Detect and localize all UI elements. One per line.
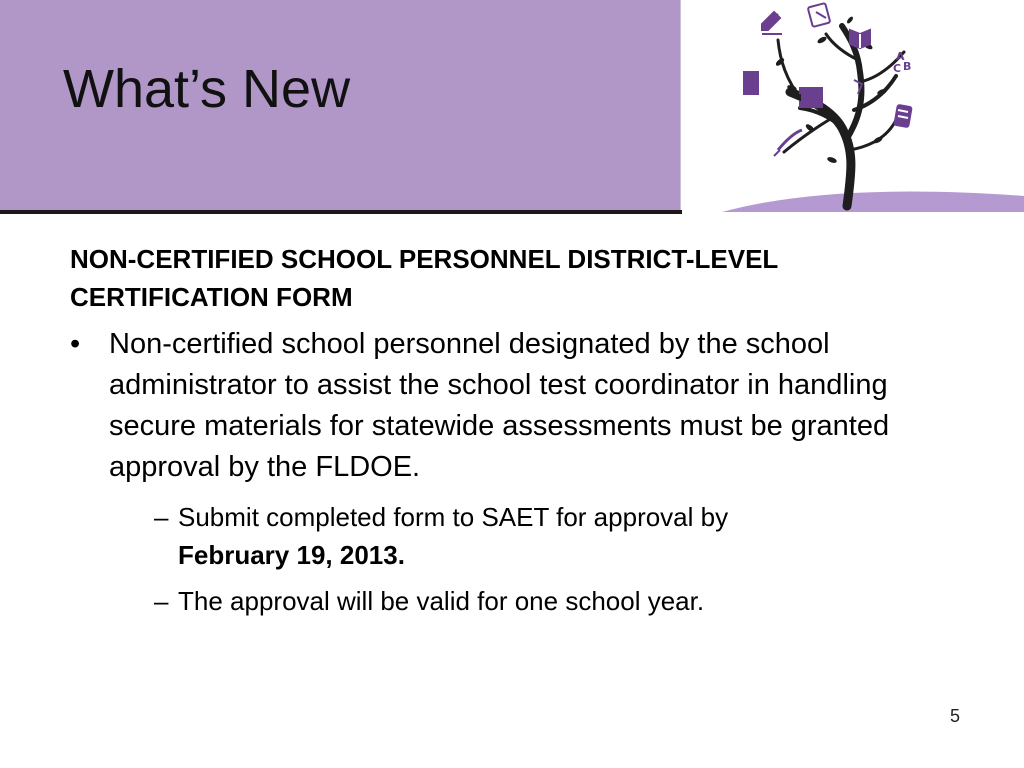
books-stack-icon (800, 88, 822, 107)
tree-icon (682, 0, 1024, 212)
dash-marker: – (154, 586, 169, 616)
notebook-icon (744, 72, 758, 94)
ground-swoosh (722, 192, 1024, 212)
sub-item-text: Submit completed form to SAET for approval by (178, 502, 729, 532)
paper-icon (808, 3, 831, 27)
abc-letter-c: C (893, 62, 902, 75)
header-divider (0, 210, 682, 214)
tree-trunk (778, 26, 904, 206)
bullet-text: Non-certified school personnel designated by the school administrator to assist the school test coordinator in handling secure materials for statewide assessments must be granted approval by the FLDOE. (109, 328, 890, 483)
sub-item (154, 498, 940, 574)
notebook-icon (894, 105, 911, 127)
abc-icon (893, 50, 911, 75)
slide-body (70, 240, 940, 628)
sub-list (70, 498, 940, 620)
slide-number: 5 (950, 706, 961, 726)
bullet-marker: • (70, 328, 81, 360)
book-icon (850, 30, 870, 48)
deadline-date: February 19, 2013. (178, 540, 405, 570)
sub-item (154, 582, 940, 620)
abc-letter-a: A (896, 50, 905, 63)
sub-item-text: The approval will be valid for one school year. (178, 586, 705, 616)
slide-title: What’s New (63, 59, 351, 119)
dash-marker: – (154, 502, 169, 532)
tree-illustration (682, 0, 1024, 212)
bullet-item (70, 324, 940, 488)
abc-letter-b: B (903, 60, 912, 73)
pencil-icon (762, 12, 782, 34)
section-heading: NON-CERTIFIED SCHOOL PERSONNEL DISTRICT-LEVEL CERTIFICATION FORM (70, 244, 778, 312)
title-band (0, 0, 681, 212)
pencil-icon (774, 130, 802, 156)
